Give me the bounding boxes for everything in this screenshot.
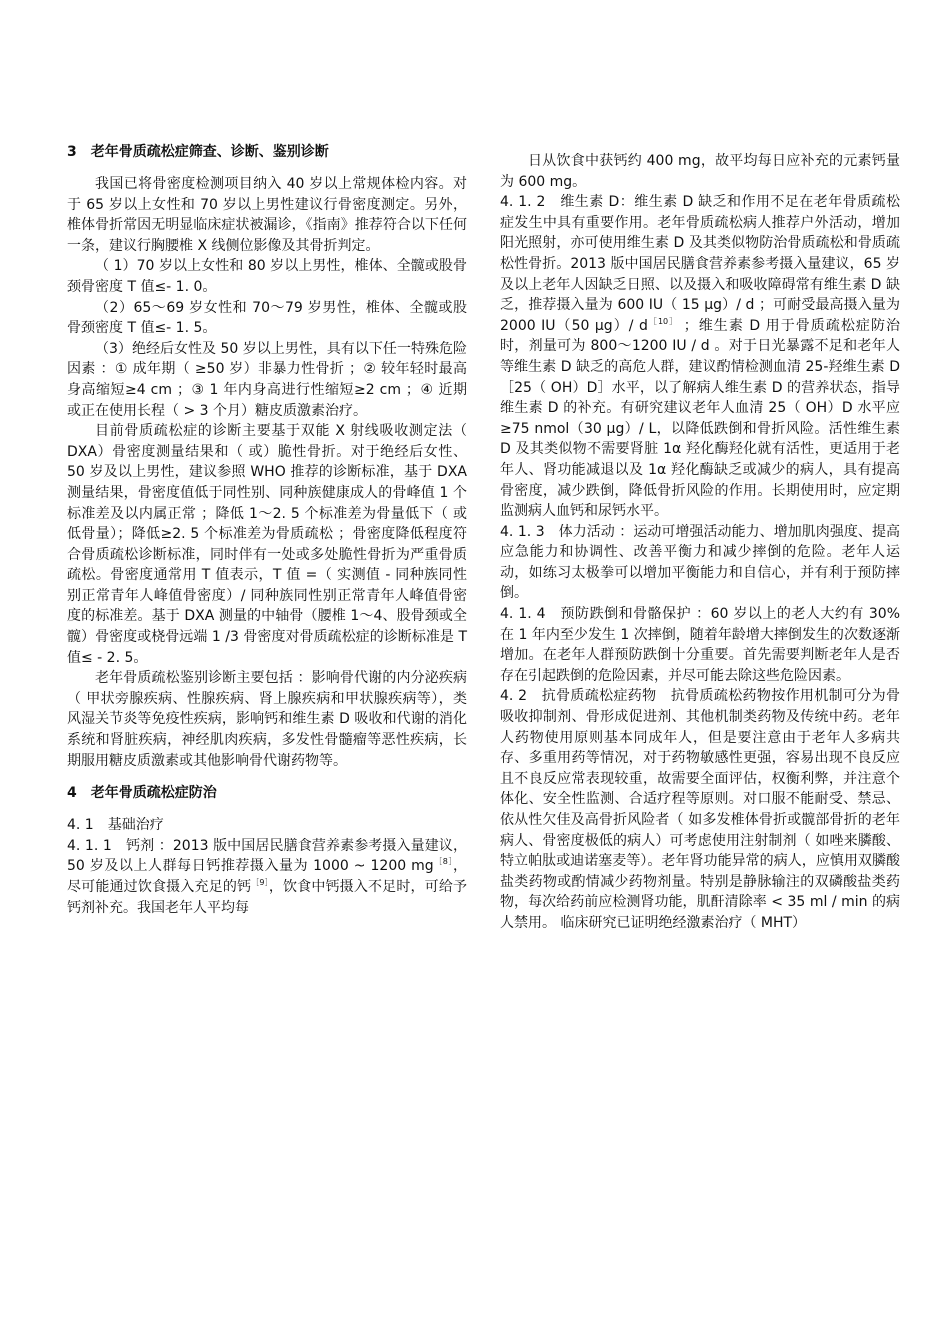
text-run: ；维生素 D 用于骨质疏松症防治时，剂量可为 800～1200 IU / d 。对于日光暴露不足和老年人等维生素 D 缺乏的高危人群，建议酌情检测血清 25-羟维生素 D［25（ OH）D］水平，以了解病人维生素 D 的营养状态，指导维生素 D 的补充。有研究建议老年人血清 25（ OH）D 水平应≥75 nmol（30 μg）/ L，以降低跌倒和骨折风险。活性维生素 D 及其类似物不需要肾脏 1α 羟化酶羟化就有活性，更适用于老年人、肾功能减退以及 1α 羟化酶缺乏或减少的病人，具有提高骨密度，减少跌倒，降低骨折风险的作用。长期使用时，应定期监测病人血钙和尿钙水平。 xyxy=(500,317,900,520)
text-run: 4. 1. 2 维生素 D：维生素 D 缺乏和作用不足在老年骨质疏松症发生中具有重要作用。老年骨质疏松病人推荐户外活动，增加阳光照射，亦可使用维生素 D 及其类似物防治骨质疏松和骨质疏松性骨折。2013 版中国居民膳食营养素参考摄入量建议，65 岁及以上老年人因缺乏日照、以及摄入和吸收障碍常有维生素 D 缺乏，推荐摄入量为 600 IU（ 15 μg）/ d ；可耐受最高摄入量为 2000 IU（50 μg）/ d xyxy=(500,194,900,334)
subsection-4-1-1 xyxy=(67,836,467,918)
right-column xyxy=(500,151,900,934)
section-4-heading: 4 老年骨质疏松症防治 xyxy=(67,785,217,802)
subsection-4-1-4: 4. 1. 4 预防跌倒和骨骼保护 ：60 岁以上的老人大约有 30%在 1 年内至少发生 1 次摔倒，随着年龄增大摔倒发生的次数逐渐增加。在老年人群预防跌倒十分重要。首先需要判断老年人是否存在引起跌倒的危险因素，并尽可能去除这些危险因素。 xyxy=(500,606,900,684)
paragraph: 老年骨质疏松鉴别诊断主要包括 ：影响骨代谢的内分泌疾病（ 甲状旁腺疾病、性腺疾病、肾上腺疾病和甲状腺疾病等），类风湿关节炎等免疫性疾病，影响钙和维生素 D 吸收和代谢的消化系统和肾脏疾病，神经肌肉疾病，多发性骨髓瘤等恶性疾病，长期服用糖皮质激素或其他影响骨代谢药物等。 xyxy=(67,670,467,769)
paragraph: 我国已将骨密度检测项目纳入 40 岁以上常规体检内容。对于 65 岁以上女性和 70 岁以上男性建议行骨密度测定。另外，椎体骨折常因无明显临床症状被漏诊，《指南》推荐符合以下任何一条，建议行胸腰椎 X 线侧位影像及其骨折判定。 xyxy=(67,176,467,254)
paragraph: 日从饮食中获钙约 400 mg，故平均每日应补充的元素钙量为 600 mg。 xyxy=(500,153,900,190)
text-run: ，尽可能通过饮食摄入充足的钙 xyxy=(67,858,467,895)
subsection-4-1-3: 4. 1. 3 体力活动 ：运动可增强活动能力、增加肌肉强度、提高应急能力和协调性、改善平衡力和减少摔倒的危险。老年人运动，如练习太极拳可以增加平衡能力和自信心，并有利于预防摔倒。 xyxy=(500,523,900,602)
section-3-heading: 3 老年骨质疏松症筛查、诊断、鉴别诊断 xyxy=(67,144,329,160)
citation: ［9］ xyxy=(251,878,269,887)
criterion-3: （3）绝经后女性及 50 岁以上男性，具有以下任一特殊危险因素 ：① 成年期（ ≥50 岁）非暴力性骨折 ；② 较年轻时最高身高缩短≥4 cm ；③ 1 年内身高进行性缩短≥2 cm ；④ 近期或正在使用长程（ > 3 个月）糖皮质激素治疗。 xyxy=(67,340,467,419)
paragraph: 目前骨质疏松症的诊断主要基于双能 X 射线吸收测定法（ DXA）骨密度测量结果和（ 或）脆性骨折。对于绝经后女性、50 岁及以上男性，建议参照 WHO 推荐的诊断标准，基于 DXA 测量结果，骨密度值低于同性别、同种族健康成人的骨峰值 1 个标准差及以内属正常 ；降低 1～2. 5 个标准差为骨量低下（ 或低骨量）；降低≥2. 5 个标准差为骨质疏松 ；骨密度降低程度符合骨质疏松诊断标准，同时伴有一处或多处脆性骨折为严重骨质疏松。骨密度通常用 T 值表示，T 值 =（ 实测值 - 同种族同性别正常青年人峰值骨密度）/ 同种族同性别正常青年人峰值骨密度的标准差。基于 DXA 测量的中轴骨（腰椎 1～4、股骨颈或全髋）骨密度或桡骨远端 1 /3 骨密度对骨质疏松症的诊断标准是 T 值≤ - 2. 5。 xyxy=(67,423,467,666)
citation: ［10］ xyxy=(647,316,679,326)
subsection-4-1-heading: 4. 1 基础治疗 xyxy=(67,817,164,834)
criterion-2: （2）65～69 岁女性和 70～79 岁男性，椎体、全髋或股骨颈密度 T 值≤- 1. 5。 xyxy=(67,299,467,337)
subsection-4-2: 4. 2 抗骨质疏松症药物 抗骨质疏松药物按作用机制可分为骨吸收抑制剂、骨形成促进剂、其他机制类药物及传统中药。老年人药物使用原则基本同成年人，但是要注意由于老年人多病共存、多重用药等情况，对于药物敏感性更强，容易出现不良反应且不良反应常表现较重，故需要全面评估，权衡利弊，并注意个体化、安全性监测、合适疗程等原则。对口服不能耐受、禁忌、依从性欠佳及高骨折风险者（ 如多发椎体骨折或髋部骨折的老年病人、骨密度极低的病人）可考虑使用注射制剂（ 如唑来膦酸、特立帕肽或迪诺塞麦等）。老年肾功能异常的病人，应慎用双膦酸盐类药物或酌情减少药物剂量。特别是静脉输注的双磷酸盐类药物，每次给药前应检测肾功能，肌酐清除率 < 35 ml / min 的病人禁用。 临床研究已证明绝经激素治疗（ MHT） xyxy=(500,688,900,931)
criterion-1: （ 1）70 岁以上女性和 80 岁以上男性，椎体、全髋或股骨颈骨密度 T 值≤- 1. 0。 xyxy=(67,258,467,295)
text-run: 4. 1. 1 钙剂 ：2013 版中国居民膳食营养素参考摄入量建议，50 岁及以上人群每日钙推荐摄入量为 1000 ~ 1200 mg xyxy=(67,837,467,875)
citation: ［8］ xyxy=(433,857,453,867)
left-column xyxy=(67,142,467,918)
subsection-4-1-2 xyxy=(500,192,900,522)
text-run: ，饮食中钙摄入不足时，可给予钙剂补充。我国老年人平均每 xyxy=(67,879,468,916)
